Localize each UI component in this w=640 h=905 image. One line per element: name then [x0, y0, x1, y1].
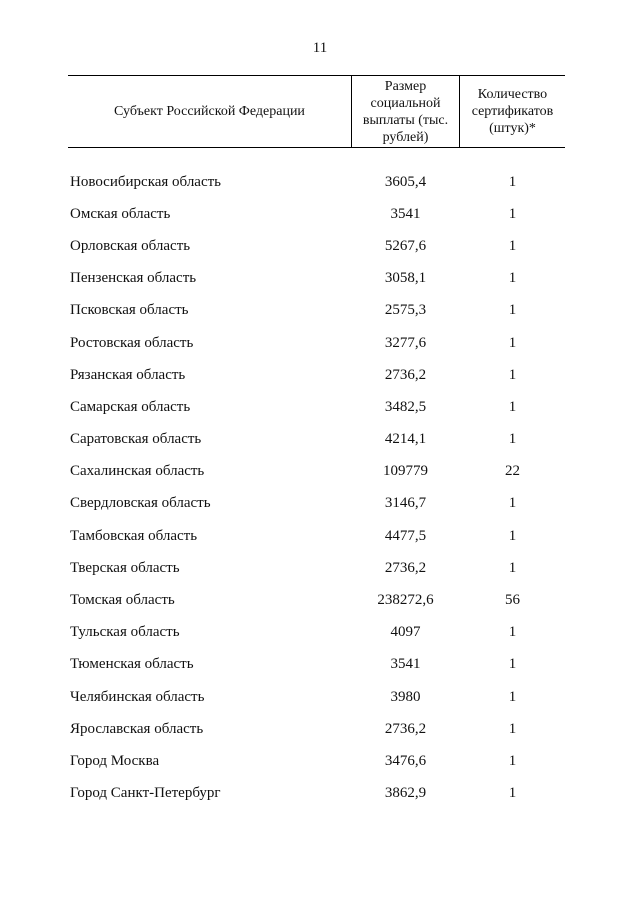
subject-cell: Город Москва	[70, 752, 160, 769]
amount-cell: 4097	[390, 624, 421, 641]
subject-cell: Ростовская область	[70, 334, 194, 351]
subject-cell: Самарская область	[70, 398, 191, 415]
subject-cell: Пензенская область	[70, 270, 197, 287]
table-row	[68, 778, 565, 810]
subject-cell: Тверская область	[70, 559, 180, 576]
count-cell: 1	[508, 656, 517, 673]
count-cell: 1	[508, 173, 517, 190]
subject-cell: Тамбовская область	[70, 527, 198, 544]
count-cell: 1	[508, 527, 517, 544]
table-row	[68, 198, 565, 230]
count-cell: 1	[508, 688, 517, 705]
subject-cell: Саратовская область	[70, 431, 202, 448]
amount-cell: 3862,9	[384, 785, 427, 802]
header-amount: Размер социальной выплаты (тыс. рублей)	[351, 76, 460, 147]
amount-cell: 4214,1	[384, 431, 427, 448]
subject-cell: Тюменская область	[70, 656, 194, 673]
subject-cell: Челябинская область	[70, 688, 205, 705]
table-row	[68, 295, 565, 327]
subject-cell: Город Санкт-Петербург	[70, 785, 221, 802]
table-row	[68, 488, 565, 520]
count-cell: 1	[508, 431, 517, 448]
subject-cell: Свердловская область	[70, 495, 211, 512]
table-row	[68, 424, 565, 456]
table-row	[68, 359, 565, 391]
table-row	[68, 230, 565, 262]
subject-cell: Рязанская область	[70, 366, 186, 383]
count-cell: 1	[508, 752, 517, 769]
count-cell: 1	[508, 720, 517, 737]
subject-cell: Новосибирская область	[70, 173, 222, 190]
amount-cell: 4477,5	[384, 527, 427, 544]
table-body	[68, 166, 565, 810]
amount-cell: 3482,5	[384, 398, 427, 415]
amount-cell: 3476,6	[384, 752, 427, 769]
table-row	[68, 327, 565, 359]
table-row	[68, 649, 565, 681]
amount-cell: 3541	[390, 205, 421, 222]
amount-cell: 2736,2	[384, 559, 427, 576]
table-row	[68, 617, 565, 649]
amount-cell: 2736,2	[384, 720, 427, 737]
subject-cell: Омская область	[70, 205, 171, 222]
subject-cell: Сахалинская область	[70, 463, 205, 480]
table-row	[68, 745, 565, 777]
amount-cell: 238272,6	[377, 592, 434, 609]
table-row	[68, 552, 565, 584]
count-cell: 1	[508, 270, 517, 287]
table-row	[68, 520, 565, 552]
table-row	[68, 263, 565, 295]
amount-cell: 2575,3	[384, 302, 427, 319]
table-row	[68, 713, 565, 745]
subject-cell: Псковская область	[70, 302, 189, 319]
count-cell: 1	[508, 237, 517, 254]
amount-cell: 3058,1	[384, 270, 427, 287]
amount-cell: 3605,4	[384, 173, 427, 190]
amount-cell: 109779	[383, 463, 428, 480]
count-cell: 1	[508, 624, 517, 641]
certificates-table	[68, 75, 565, 802]
table-row	[68, 584, 565, 616]
table-row	[68, 456, 565, 488]
table-header	[68, 75, 565, 148]
subject-cell: Томская область	[70, 592, 175, 609]
table-row	[68, 681, 565, 713]
subject-cell: Орловская область	[70, 237, 191, 254]
count-cell: 1	[508, 366, 517, 383]
count-cell: 1	[508, 334, 517, 351]
count-cell: 1	[508, 559, 517, 576]
count-cell: 1	[508, 302, 517, 319]
header-count: Количество сертификатов (штук)*	[471, 87, 554, 136]
count-cell: 1	[508, 495, 517, 512]
amount-cell: 3277,6	[384, 334, 427, 351]
amount-cell: 5267,6	[384, 237, 427, 254]
count-cell: 1	[508, 205, 517, 222]
amount-cell: 3146,7	[384, 495, 427, 512]
count-cell: 1	[508, 785, 517, 802]
count-cell: 22	[505, 463, 520, 480]
amount-cell: 3980	[390, 688, 421, 705]
amount-cell: 2736,2	[384, 366, 427, 383]
count-cell: 1	[508, 398, 517, 415]
table-row	[68, 391, 565, 423]
table-row	[68, 166, 565, 198]
count-cell: 56	[505, 592, 520, 609]
subject-cell: Тульская область	[70, 624, 180, 641]
subject-cell: Ярославская область	[70, 720, 204, 737]
amount-cell: 3541	[390, 656, 421, 673]
header-subject: Субъект Российской Федерации	[114, 104, 305, 119]
page-number: 11	[312, 40, 328, 56]
